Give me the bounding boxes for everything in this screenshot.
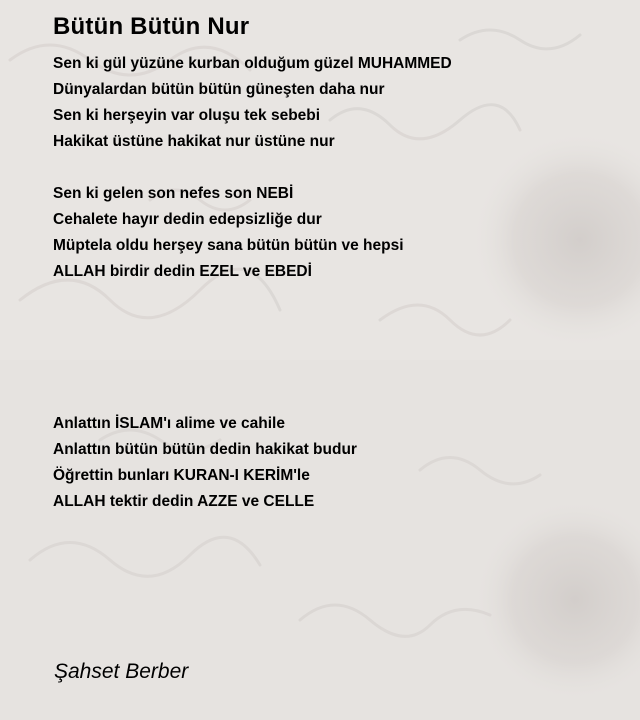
poem-line: Anlattın bütün bütün dedin hakikat budur xyxy=(53,441,357,458)
poem-line: Sen ki herşeyin var oluşu tek sebebi xyxy=(53,107,321,124)
poem-line: Dünyalardan bütün bütün güneşten daha nur xyxy=(53,81,385,98)
poem-title: Bütün Bütün Nur xyxy=(53,13,250,40)
poem-author: Şahset Berber xyxy=(54,660,189,683)
poem-line: Cehalete hayır dedin edepsizliğe dur xyxy=(53,211,322,228)
poem-line: Anlattın İSLAM'ı alime ve cahile xyxy=(53,415,285,432)
poem-line: Sen ki gül yüzüne kurban olduğum güzel MUHAMMED xyxy=(53,55,452,72)
stanza-2 xyxy=(53,181,404,285)
stanza-3 xyxy=(53,411,357,515)
poem-line: Öğrettin bunları KURAN-I KERİM'le xyxy=(53,467,310,484)
poem-line: Hakikat üstüne hakikat nur üstüne nur xyxy=(53,133,335,150)
poem-line: ALLAH tektir dedin AZZE ve CELLE xyxy=(53,493,315,510)
poem-line: ALLAH birdir dedin EZEL ve EBEDİ xyxy=(53,263,312,280)
stanza-1 xyxy=(53,51,452,155)
poem-line: Sen ki gelen son nefes son NEBİ xyxy=(53,185,294,202)
poem-line: Müptela oldu herşey sana bütün bütün ve hepsi xyxy=(53,237,404,254)
